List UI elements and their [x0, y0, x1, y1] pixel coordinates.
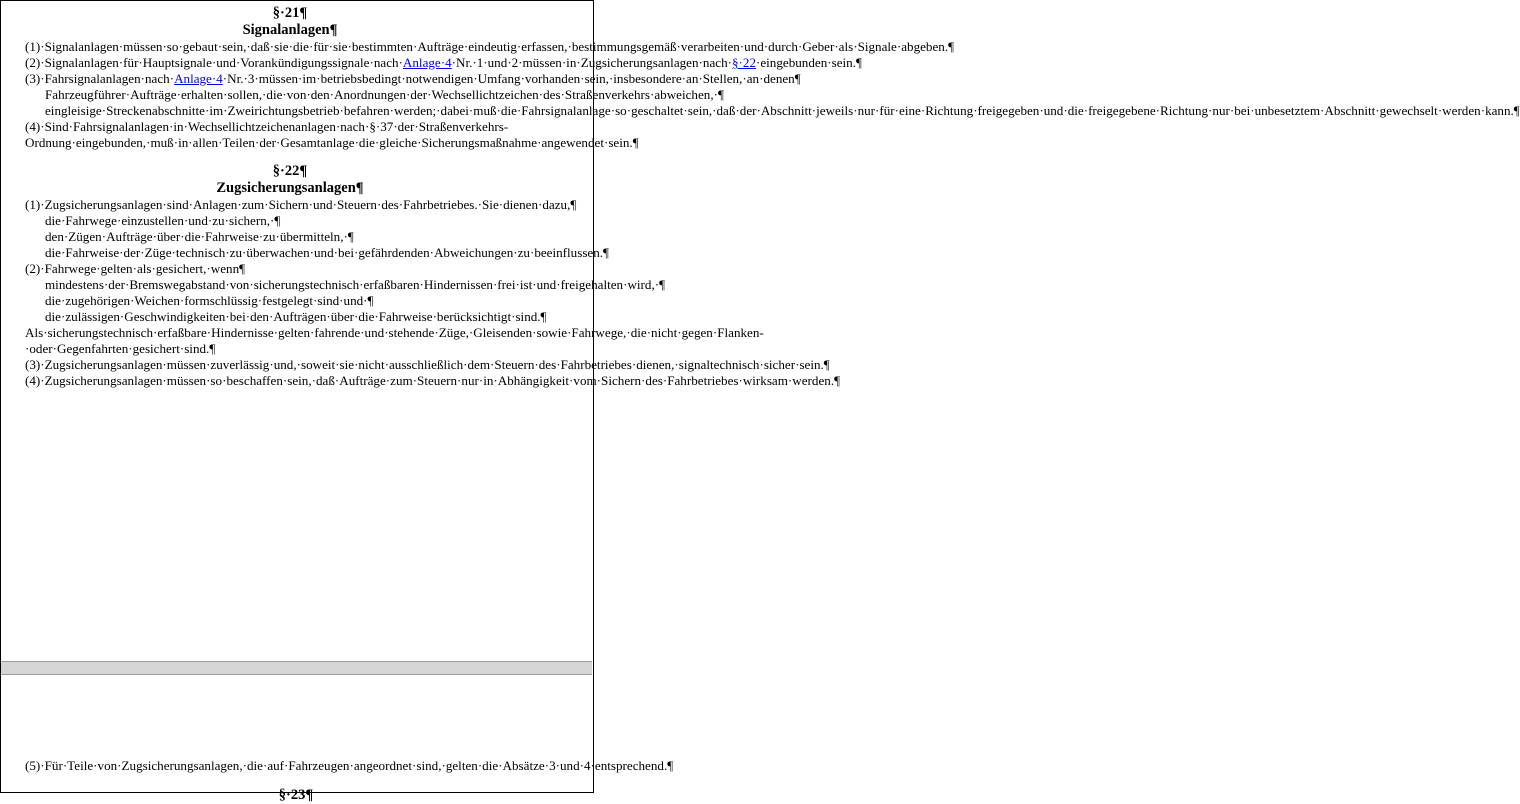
section-21-number: §·21¶ [272, 5, 308, 21]
s21-p3-item-2: eingleisige·Streckenabschnitte·im·Zweirichtungsbetrieb·befahren·werden;·dabei·muß·die·Fahrsignalanlage·so·geschaltet·sein,·daß·der·Abschnitt·jeweils·nur·für·eine·Richtung·freigegeben·und·die·freigegebene·Richtung·nur·bei·unbesetztem·Abschnitt·gewechselt·werden·kann.¶ [45, 103, 1520, 118]
s22-p2-item-2: die·zugehörigen·Weichen·formschlüssig·festgelegt·sind·und·¶ [45, 293, 374, 308]
s21-paragraph-1: (1)·Signalanlagen·müssen·so·gebaut·sein,·daß·sie·die·für·sie·bestimmten·Aufträge·eindeutig·erfassen,·bestimmungsgemäß·verarbeiten·und·durch·Geber·als·Signale·abgeben.¶ [25, 39, 955, 54]
s21-p2-text-c: ·eingebunden·sein.¶ [756, 55, 862, 70]
s21-p3-text-a: (3)·Fahrsignalanlagen·nach· [25, 71, 175, 86]
link-section-22[interactable]: §·22 [731, 55, 756, 70]
section-22-number: §·22¶ [272, 163, 308, 179]
s22-p1-item-3: die·Fahrweise·der·Züge·technisch·zu·überwachen·und·bei·gefährdenden·Abweichungen·zu·beeinflussen.¶ [45, 245, 609, 260]
section-22-title: Zugsicherungsanlagen¶ [216, 180, 364, 196]
s22-paragraph-1: (1)·Zugsicherungsanlagen·sind·Anlagen·zum·Sichern·und·Steuern·des·Fahrbetriebes.·Sie·dienen·dazu,¶ [25, 197, 577, 212]
s22-p2-item-3: die·zulässigen·Geschwindigkeiten·bei·den·Aufträgen·über·die·Fahrweise·berücksichtigt·sind.¶ [45, 309, 547, 324]
s22-paragraph-4: (4)·Zugsicherungsanlagen·müssen·so·beschaffen·sein,·daß·Aufträge·zum·Steuern·nur·in·Abhängigkeit·vom·Sichern·des·Fahrbetriebes·wirksam·werden.¶ [25, 373, 841, 388]
s22-paragraph-2: (2)·Fahrwege·gelten·als·gesichert,·wenn¶ [25, 261, 246, 276]
link-anlage-4-second[interactable]: Anlage·4 [174, 71, 223, 86]
section-21-title: Signalanlagen¶ [242, 22, 338, 38]
s22-paragraph-3: (3)·Zugsicherungsanlagen·müssen·zuverlässig·und,·soweit·sie·nicht·ausschließlich·dem·Steuern·des·Fahrbetriebes·dienen,·signaltechnisch·sicher·sein.¶ [25, 357, 830, 372]
s22-p1-item-2: den·Zügen·Aufträge·über·die·Fahrweise·zu·übermitteln,·¶ [45, 229, 354, 244]
s21-paragraph-4: (4)·Sind·Fahrsignalanlagen·in·Wechsellichtzeichenanlagen·nach·§·37·der·Straßenverkehrs-Ordnung·eingebunden,·muß·in·allen·Teilen·der·Gesamtanlage·die·gleiche·Sicherungsmaßnahme·angewendet·sein.¶ [25, 119, 639, 150]
link-anlage-4[interactable]: Anlage·4 [402, 55, 452, 70]
s21-p3-text-b: ·Nr.·3·müssen·im·betriebsbedingt·notwendigen·Umfang·vorhanden·sein,·insbesondere·an·Stellen,·an·denen¶ [222, 71, 801, 86]
s21-p3-item-1: Fahrzeugführer·Aufträge·erhalten·sollen,·die·von·den·Anordnungen·der·Wechsellichtzeichen·des·Straßenverkehrs·abweichen,·¶ [45, 87, 724, 102]
s22-paragraph-2-tail: Als·sicherungstechnisch·erfaßbare·Hindernisse·gelten·fahrende·und·stehende·Züge,·Gleisenden·sowie·Fahrwege,·die·nicht·gegen·Flanken-·oder·Gegenfahrten·gesichert·sind.¶ [25, 325, 764, 356]
s21-p2-text-b: ·Nr.·1·und·2·müssen·in·Zugsicherungsanlagen·nach· [451, 55, 732, 70]
s22-p2-item-1: mindestens·der·Bremswegabstand·von·sicherungstechnisch·erfaßbaren·Hindernissen·frei·ist·und·freigehalten·wird,·¶ [45, 277, 666, 292]
s21-p2-text-a: (2)·Signalanlagen·für·Hauptsignale·und·Vorankündigungssignale·nach· [25, 55, 403, 70]
section-23-number-cutoff: §·23¶ [278, 787, 314, 803]
s22-p1-item-1: die·Fahrwege·einzustellen·und·zu·sichern,·¶ [45, 213, 281, 228]
s22-paragraph-5: (5)·Für·Teile·von·Zugsicherungsanlagen,·die·auf·Fahrzeugen·angeordnet·sind,·gelten·die·Absätze·3·und·4·entsprechend.¶ [25, 758, 674, 773]
